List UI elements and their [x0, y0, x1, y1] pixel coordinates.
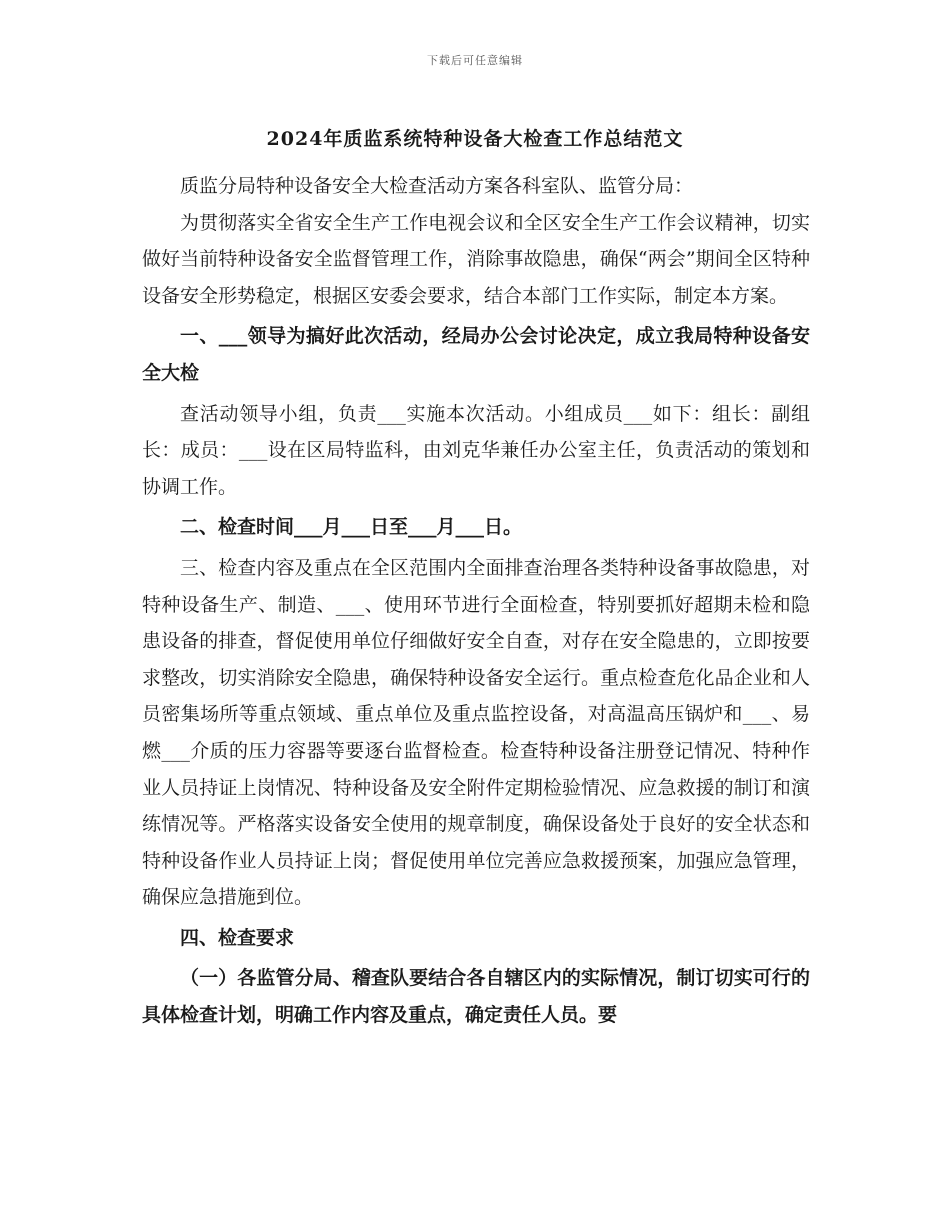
section-four-heading: 四、检查要求 — [180, 926, 295, 949]
document-title: 2024年质监系统特种设备大检查工作总结范文 — [266, 128, 684, 150]
section-two-heading: 二、检查时间___月___日至___月___日。 — [180, 516, 523, 539]
requirement-one-paragraph: （一）各监管分局、稽查队要结合各自辖区内的实际情况，制订切实可行的具体检查计划，明确工作内容及重点，确定责任人员。要 — [142, 967, 810, 1027]
section-one-heading: 一、___领导为搞好此次活动，经局办公会讨论决定，成立我局特种设备安全大检 — [142, 325, 810, 384]
document-body — [142, 168, 810, 1034]
section-one-paragraph: 查活动领导小组，负责___实施本次活动。小组成员___如下：组长：副组长：成员：___设在区局特监科，由刘克华兼任办公室主任，负责活动的策划和协调工作。 — [142, 402, 810, 498]
section-three-paragraph: 三、检查内容及重点在全区范围内全面排查治理各类特种设备事故隐患，对特种设备生产、制造、___、使用环节进行全面检查，特别要抓好超期未检和隐患设备的排查，督促使用单位仔细做好安全自查，对存在安全隐患的，立即按要求整改，切实消除安全隐患，确保特种设备安全运行。重点检查危化品企业和人员密集场所等重点领域、重点单位及重点监控设备，对高温高压锅炉和___、易燃___介质的压力容器等要逐台监督检查。检查特种设备注册登记情况、特种作业人员持证上岗情况、特种设备及安全附件定期检验情况、应急救援的制订和演练情况等。严格落实设备安全使用的规章制度，确保设备处于良好的安全状态和特种设备作业人员持证上岗；督促使用单位完善应急救援预案，加强应急管理，确保应急措施到位。 — [142, 556, 810, 909]
intro-paragraph: 为贯彻落实全省安全生产工作电视会议和全区安全生产工作会议精神，切实做好当前特种设备安全监督管理工作，消除事故隐患，确保“两会”期间全区特种设备安全形势稳定，根据区安委会要求，结合本部门工作实际，制定本方案。 — [142, 211, 810, 307]
header-note: 下载后可任意编辑 — [427, 54, 523, 67]
salutation-paragraph: 质监分局特种设备安全大检查活动方案各科室队、监管分局： — [180, 175, 694, 197]
